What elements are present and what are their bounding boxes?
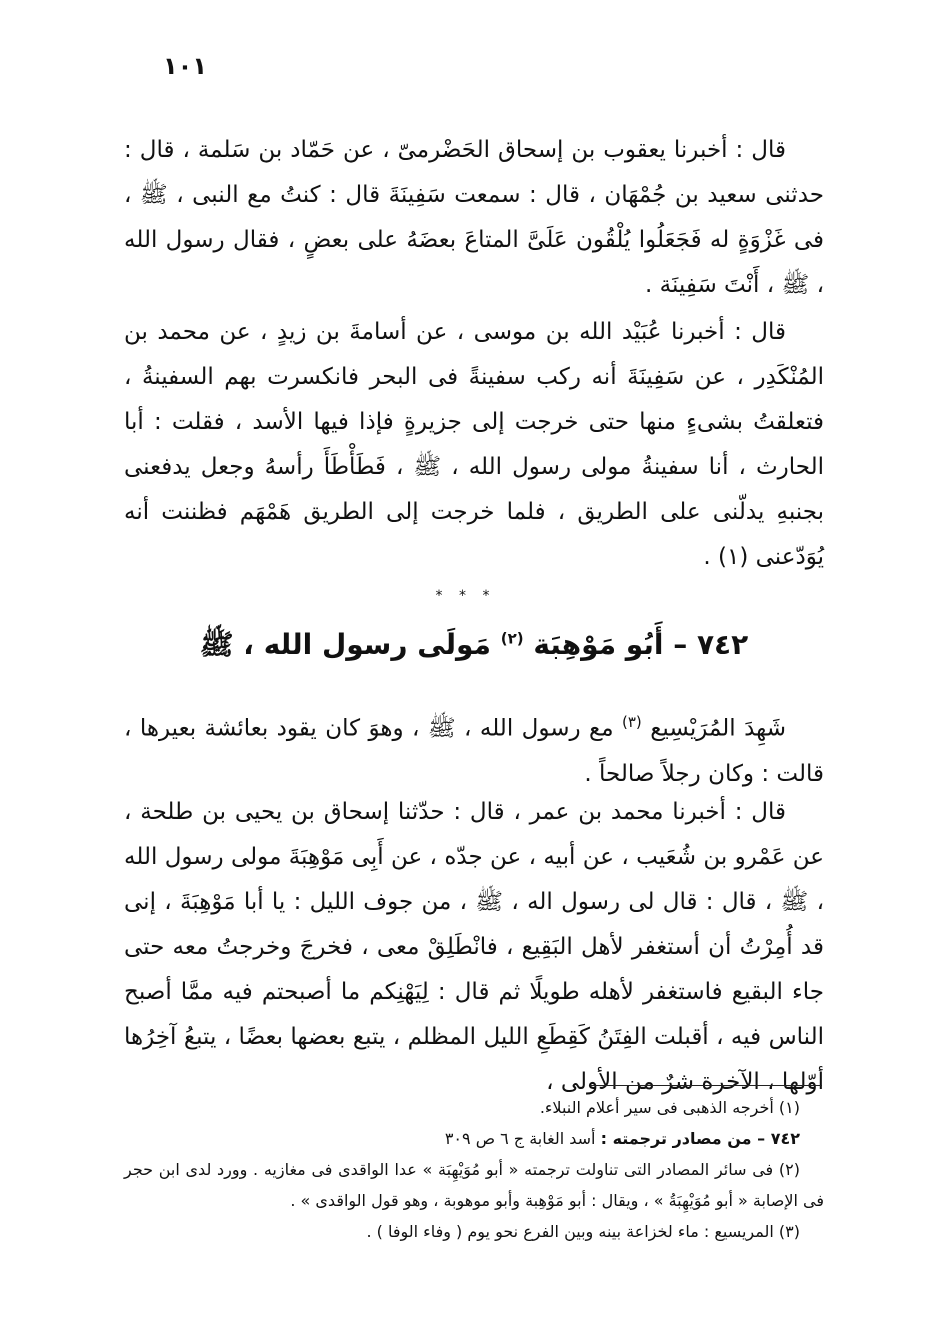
footnote-3: (٣) المريسيع : ماء لخزاعة بينه وبين الفرع نحو يوم ( وفاء الوفا ) . [366,1222,800,1241]
paragraph-safina-lion: قال : أخبرنا عُبَيْد الله بن موسى ، عن أسامةَ بن زيدٍ ، عن محمد بن المُنْكَدِر ، عن سَفِينَةَ أنه ركب سفينةً فى البحر فانكسرت بهم السفينةُ ، فتعلقتُ بشىءٍ منها حتى خرجت إلى جزيرةٍ فإذا فيها الأسد ، فقلت : أبا الحارث ، أنا سفينةُ مولى رسول الله ، ﷺ ، فَطَأْطَأَ رأسهُ وجعل يدفعنى بجنبهِ يدلّنى على الطريق ، فلما خرجت إلى الطريق هَمْهَم فظننت أنه يُوَدّعنى (١) . [124,319,824,570]
footnotes [124,1092,824,1247]
paragraph-baqi: قال : أخبرنا محمد بن عمر ، قال : حدّثنا إسحاق بن يحيى بن طلحة ، عن عَمْرو بن شُعَيب ، عن أبيه ، عن جدّه ، عن أَبِى مَوْهِبَةَ مولى رسول الله ، ﷺ ، قال : قال لى رسول اله ، ﷺ ، من جوف الليل : يا أبا مَوْهِبَةَ ، إنى قد أُمِرْتُ أن أستغفر لأهل البَقِيع ، فانْطَلِقْ معى ، فخرجَ وخرجتُ معه حتى جاء البقيع فاستغفر لأهله طويلًا ثم قال : لِيَهْنِكم ما أصبحتم فيه ممَّا أصبح الناس فيه ، أقبلت الفِتَنُ كَقِطَعِ الليل المظلم ، يتبع بعضها بعضًا ، يتبعُ آخِرُها أوّلها ، الآخرة شرٌ من الأولى ، [124,799,824,1095]
entry-heading [124,628,824,668]
paragraph-muraysi-end: مع رسول الله ، ﷺ ، وهوَ كان يقود بعائشة بعيرها ، قالت : وكان رجلاً صالحاً . [124,715,824,787]
footnote-ref-2: (٢) [500,629,524,648]
footnote-2: (٢) فى سائر المصادر التى تناولت ترجمته « أبو مُوَيْهِبَة » عدا الواقدى فى مغازيه . وورد لدى ابن حجر فى الإصابة « أبو مُوَيْهِبَةُ » ، ويقال : أبو مَوْهِبة وأبو موهوبة ، وهو قول الواقدى » . [124,1160,824,1210]
paragraph-muraysi [124,700,824,797]
section-separator: * * * [435,588,496,604]
footnote-742-text: أسد الغابة ج ٦ ص ٣٠٩ [444,1129,596,1148]
entry-title-rest: مَولَى رسول الله ، ﷺ [199,628,491,661]
page-number: ١٠١ [163,52,207,80]
footnote-1: (١) أخرجه الذهبى فى سير أعلام النبلاء. [539,1098,800,1117]
footnote-divider [590,1085,822,1086]
entry-name: أَبُو مَوْهِبَة [533,628,664,661]
paragraph-safina-name: قال : أخبرنا يعقوب بن إسحاق الحَضْرمىّ ، عن حَمّاد بن سَلمة ، قال : حدثنى سعيد بن جُمْهَان ، قال : سمعت سَفِينَةَ قال : كنتُ مع النبى ، ﷺ ، فى غَزْوَةٍ له فَجَعَلُوا يُلْقُون عَلَىَّ المتاعَ بعضَهُ على بعضٍ ، فقال رسول الله ، ﷺ ، أَنْتَ سَفِينَة . [124,137,824,298]
footnote-ref-3: (٣) [621,713,642,731]
paragraph-muraysi-start: شَهِدَ المُرَيْسِيع [650,715,787,742]
footnote-742 [124,1123,824,1154]
footnote-742-label: ٧٤٢ – من مصادر ترجمته : [600,1129,800,1148]
entry-number: ٧٤٢ – [673,628,749,661]
